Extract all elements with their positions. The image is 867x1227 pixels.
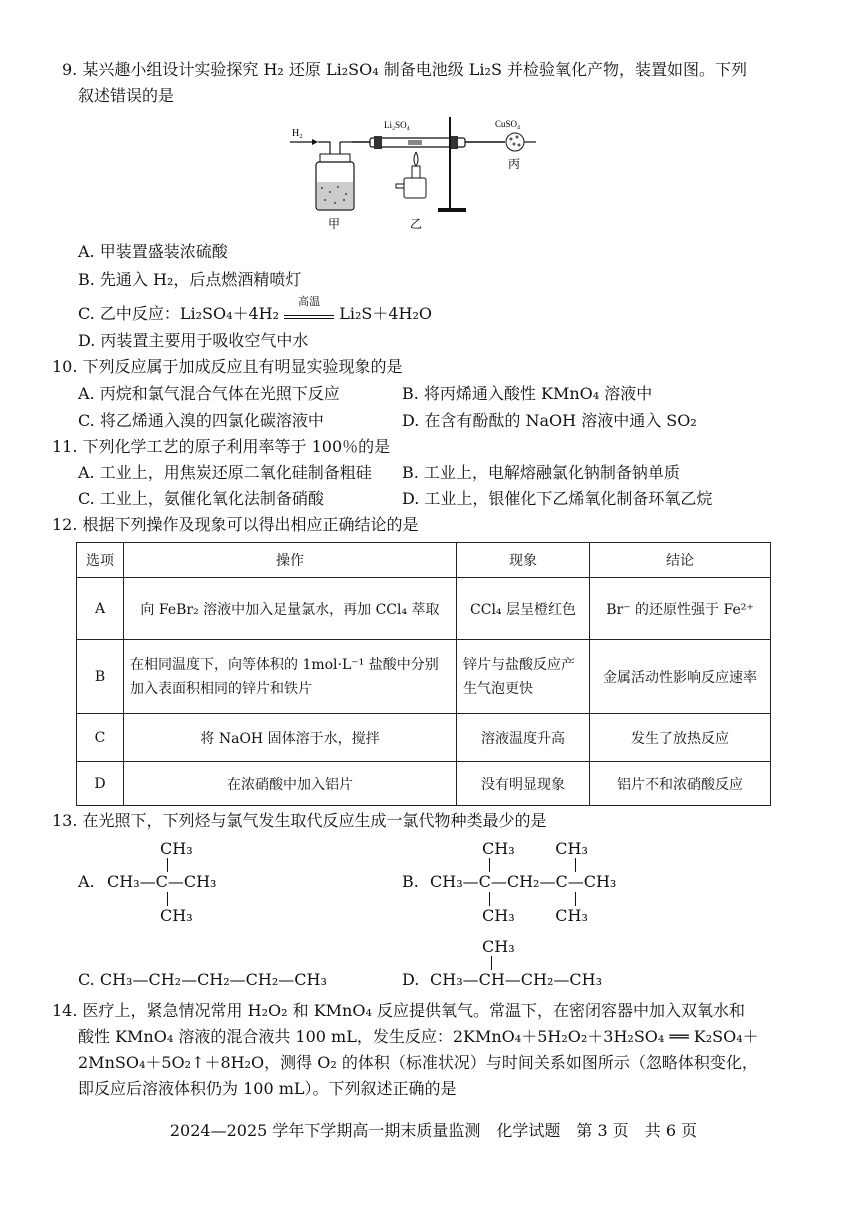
q13-option-b-label: B. [402,872,419,891]
row-option: D [77,762,124,806]
q14-line1: 14. 医疗上，紧急情况常用 H₂O₂ 和 KMnO₄ 反应提供氧气。常温下，在密闭容器中加入双氧水和 [52,1001,745,1020]
q9-option-c [78,295,433,325]
q14-line2: 酸性 KMnO₄ 溶液的混合液共 100 mL，发生反应：2KMnO₄＋5H₂O₂＋3H₂SO₄ ══ K₂SO₄＋ [78,1027,759,1046]
q9-option-b: B. 先通入 H₂，后点燃酒精喷灯 [78,270,302,289]
row-option: C [77,714,124,762]
q13-option-c: C. CH₃—CH₂—CH₂—CH₂—CH₃ [78,970,327,989]
q9-stem-line1: 9. 某兴趣小组设计实验探究 H₂ 还原 Li₂SO₄ 制备电池级 Li₂S 并检验氧化产物，装置如图。下列 [62,60,748,79]
bond-line [167,892,168,906]
row-phenomenon: 没有明显现象 [457,762,590,806]
q10-stem: 10. 下列反应属于加成反应且有明显实验现象的是 [52,357,403,376]
row-phenomenon: 锌片与盐酸反应产生气泡更快 [457,640,590,714]
q11-option-b: B. 工业上，电解熔融氯化钠制备钠单质 [402,463,680,482]
q13-stem: 13. 在光照下，下列烃与氯气发生取代反应生成一氯代物种类最少的是 [52,811,547,830]
table-header-row [77,543,771,578]
row-conclusion: 金属活动性影响反应速率 [590,640,771,714]
label-bing: 丙 [508,157,521,171]
q11-option-a: A. 工业上，用焦炭还原二氧化硅制备粗硅 [78,463,372,482]
q11-stem: 11. 下列化学工艺的原子利用率等于 100％的是 [52,437,391,456]
q12-stem: 12. 根据下列操作及现象可以得出相应正确结论的是 [52,515,419,534]
bond-line [491,956,492,970]
q10-option-c: C. 将乙烯通入溴的四氯化碳溶液中 [78,411,324,430]
bond-line [489,892,490,906]
label-cuso4: CuSO₄ [495,119,521,129]
q13-b-top-methyls: CH₃ CH₃ [482,839,588,858]
q13-a-main-chain: CH₃—C—CH₃ [107,872,217,891]
row-conclusion: 铝片不和浓硝酸反应 [590,762,771,806]
row-conclusion: Br⁻ 的还原性强于 Fe²⁺ [590,578,771,640]
row-operation: 向 FeBr₂ 溶液中加入足量氯水，再加 CCl₄ 萃取 [124,578,457,640]
q13-b-bottom-methyls: CH₃ CH₃ [482,906,588,925]
label-yi: 乙 [410,217,423,231]
q9-option-a: A. 甲装置盛装浓硫酸 [78,242,228,261]
apparatus-diagram [290,112,570,237]
q10-option-a: A. 丙烷和氯气混合气体在光照下反应 [78,384,340,403]
header-option: 选项 [77,543,124,578]
row-operation: 在相同温度下，向等体积的 1mol·L⁻¹ 盐酸中分别加入表面积相同的锌片和铁片 [124,640,457,714]
row-option: B [77,640,124,714]
q13-option-d-label: D. [402,970,420,989]
label-h2: H₂ [292,128,303,139]
q13-d-top-methyl: CH₃ [482,937,515,956]
q13-a-top-methyl: CH₃ [160,839,193,858]
page-footer: 2024—2025 学年下学期高一期末质量监测 化学试题 第 3 页 共 6 页 [169,1121,698,1140]
bond-line [489,858,490,872]
condition-label: 高温 [298,295,321,308]
header-phenomenon: 现象 [457,543,590,578]
table-row [77,714,771,762]
q10-option-b: B. 将丙烯通入酸性 KMnO₄ 溶液中 [402,384,653,403]
table-row [77,578,771,640]
row-operation: 在浓硝酸中加入铝片 [124,762,457,806]
row-operation: 将 NaOH 固体溶于水，搅拌 [124,714,457,762]
row-conclusion: 发生了放热反应 [590,714,771,762]
q10-option-d: D. 在含有酚酞的 NaOH 溶液中通入 SO₂ [402,411,697,430]
header-conclusion: 结论 [590,543,771,578]
bond-line [167,858,168,872]
q11-option-c: C. 工业上，氨催化氧化法制备硝酸 [78,489,324,508]
table-row [77,640,771,714]
header-operation: 操作 [124,543,457,578]
q9-option-c-right: Li₂S＋4H₂O [339,304,433,323]
q9-stem-line2: 叙述错误的是 [78,86,175,105]
q13-option-a-label: A. [78,872,95,891]
q14-line3: 2MnSO₄＋5O₂↑＋8H₂O，测得 O₂ 的体积（标准状况）与时间关系如图所示（忽略体积变化， [78,1053,758,1072]
q13-b-main-chain: CH₃—C—CH₂—C—CH₃ [430,872,617,891]
row-option: A [77,578,124,640]
reaction-condition [284,295,334,319]
q11-option-d: D. 工业上，银催化下乙烯氧化制备环氧乙烷 [402,489,713,508]
label-jia: 甲 [328,217,341,231]
q13-a-bottom-methyl: CH₃ [160,906,193,925]
q14-line4: 即反应后溶液体积仍为 100 mL）。下列叙述正确的是 [78,1079,457,1098]
bond-line [575,858,576,872]
q13-d-main-chain: CH₃—CH—CH₂—CH₃ [430,970,603,989]
bond-line [575,892,576,906]
row-phenomenon: CCl₄ 层呈橙红色 [457,578,590,640]
row-phenomenon: 溶液温度升高 [457,714,590,762]
experiment-table [76,542,771,806]
table-row [77,762,771,806]
q9-option-d: D. 丙装置主要用于吸收空气中水 [78,331,309,350]
q9-option-c-left: C. 乙中反应：Li₂SO₄＋4H₂ [78,304,280,323]
label-li2so4: Li₂SO₄ [384,120,410,130]
